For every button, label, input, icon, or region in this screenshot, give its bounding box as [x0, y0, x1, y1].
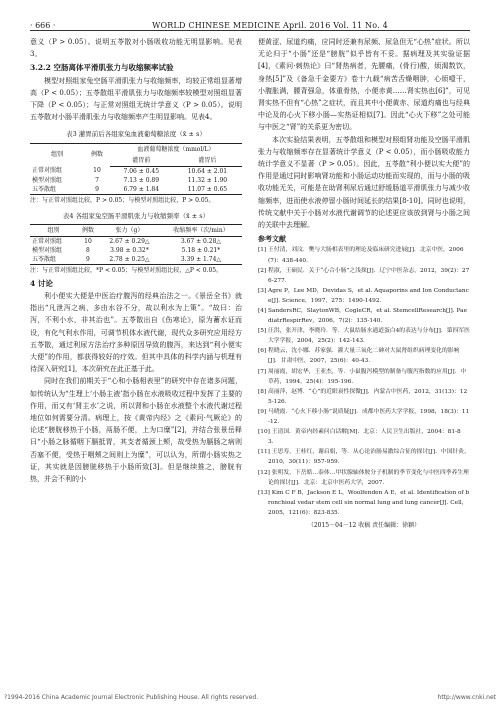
table-cell: 10: [93, 167, 101, 175]
paragraph: 利小便实大便是中医治疗腹泻的经典治法之一。《景岳全书》就指出“凡泄泻之病，多由水谷不分，故以利水为上策”。“故曰：治泻，不利小水，非其治也”。五苓散出自《伤寒论》，原为蓄水证而设，有化气利水作用，可调节机体水液代谢，现代众多研究应用经方五苓散，通过利尿方法治疗多种原因导致的腹泻，来达到“利小便实大便”的作用，都获得较好的疗效。但其中具体的科学内涵与机理有待深入研究[1]，本次研究在此正基于此。: [30, 292, 242, 374]
copyright-notice: ?1994-2016 China Academic Journal Electronic Publishing House. All rights reserved.: [4, 694, 259, 701]
table-header: 收缩频率（次/min）: [160, 224, 242, 236]
table-cell: 正常对照组: [32, 237, 63, 245]
table-header: 灌胃前: [110, 155, 173, 167]
paragraph: 同时在我们前期关于“心和小肠相表里”的研究中存在诸多问题，如传统认为“生理上‘小肠主液’指小肠在水液吸收过程中发挥了主要的作用，而又有‘肾主水’之说，所以肾和小肠在水液整个水液代谢过程地位如何需要分清。病理上，按《黄帝内经》之《素问·气厥论》的论述“膀胱移热于小肠，鬲肠不便，上为口糜”[2]，并结合张景岳释曰“小肠之脉循咽下膈抵胃，其支者循颈上颊，故受热为膈肠之病则否塞不便，受热于咽颊之间则上为糜”，可以认为，所谓小肠实热之证，其实就是因膀胱移热于小肠所致[3]。但是继续推之，膀胱有热，并会不利的小: [30, 377, 242, 484]
paragraph: 本次实验结果表明，五苓散组和模型对照组肾功能及空肠平滑肌张力与收缩频率存在显著统计学意义（P < 0.05），而小肠吸收能力统计学意义不显著（P > 0.05）。因此，五苓散“利小便以实大便”的作用是通过同时影响肾功能和小肠运动功能而实现的，而与小肠的吸收功能无关，可能是在助肾利尿后通过舒缓肠道平滑肌张力与减少收缩频率，进而使水液停留小肠时间延长的结果[8-10]。同时也说明，传统文献中关于小肠对水液代谢调节的论述更应该放到肾与小肠之间的关联中去理解。: [258, 135, 470, 230]
table-row: [30, 236, 242, 246]
right-column: [258, 36, 470, 532]
reference-item: [4] SandersRC，SlaytonWB，CogleCR，et al. StemcellResearch[J]. PaediatrRespirRev，2006，7(2)：135-140．: [258, 308, 468, 325]
section-heading: 4 讨论: [30, 278, 53, 288]
reference-item: [10] 王清国．黄帝内经素问白话解[M]．北京：人民卫生出版社，2004：81-83．: [258, 429, 461, 446]
paragraph: 模型对照组家兔空肠平滑肌张力与收缩频率，均较正常组显著增高（P < 0.05）；五苓散组平滑肌张力与收缩频率较模型对照组显著下降（P < 0.05）；与正常对照组无统计学意义（P > 0.05）。说明五苓散对小肠平滑肌张力与收缩频率产生明显影响。见表4。: [30, 76, 242, 122]
table-cell: 2.67 ± 0.29△: [109, 237, 150, 245]
table-cell: 模型对照组: [32, 246, 63, 254]
table-cell: 10: [84, 237, 92, 245]
reference-item: [3] Agre P，Lee MD，Devidas S，et al. Aquaporins and Ion Conductance[J]. Science，1997，275：1490-1492．: [258, 287, 469, 304]
copyright-footer: [0, 694, 500, 701]
table-cell: 2.78 ± 0.25△: [99, 255, 160, 265]
table-header: 例数: [84, 143, 110, 166]
table-cell: 3.39 ± 1.74△: [160, 255, 242, 265]
reference-item: [12] 张明发，下岳皓…泰体…甲状腺轴体胺分子机制的季节变化与中医四季养生理论的探讨[J]．北京：北京中医药大学，2007．: [258, 469, 469, 486]
paragraph: 便黄涩、尿道灼痛，应同时还兼有尿频、尿急但无“心热”症状。所以无论归于“小肠”还是“膀胱”似乎皆有不妥。据病理及其实验证据[4]，《素问·刺热论》曰“肾热病者，先腰痛，(骨行)酸，烦渴数饮，身热[5]”及《备急千金要方》卷十九载“病苦舌燥咽肿，心烦噎干，小腹胀满，腰背强急，体重骨热，小便赤黄……肾实热也[6]”，可见肾实热不但有“心热”之症状，而且其中小便黄赤、尿道灼痛也与经典中论及的心火下移小肠—实热证相似[7]。因此“心火下移”之处可能与中医之“肾”的关系更为密切。: [258, 38, 470, 132]
table-header: 灌胃后: [173, 155, 242, 167]
reference-list: [258, 245, 470, 518]
paragraph: 意义（P > 0.05）。说明五苓散对小肠吸收功能无明显影响。见表3。: [30, 38, 242, 59]
table-header: 血液葡萄糖浓度（mmol/L）: [110, 143, 242, 155]
footer-url[interactable]: http://www.cnki.net: [437, 694, 496, 701]
table-cell: 模型对照组: [32, 176, 63, 184]
table-cell: 5.18 ± 0.21*: [181, 246, 221, 254]
table-cell: 11.07 ± 0.65: [173, 185, 242, 195]
table-cell: 7.13 ± 0.89: [123, 176, 160, 184]
table-cell: 3.98 ± 0.32*: [110, 246, 149, 254]
table-cell: 9: [77, 255, 99, 265]
table-row: [30, 185, 242, 195]
table-row: [30, 166, 242, 176]
table-cell: 11.32 ± 1.90: [187, 176, 228, 184]
table-note: 注：与正常对照组比较，P > 0.05；与模型对照组比较，P > 0.05。: [30, 196, 215, 204]
table-row: [30, 255, 242, 265]
table-4: [30, 224, 242, 265]
section-heading: 3.2.2 空肠离体平滑肌张力与收缩频率试验: [30, 63, 174, 73]
table-cell: 6.79 ± 1.84: [110, 185, 173, 195]
table-cell: 10.64 ± 2.01: [187, 167, 228, 175]
table-cell: 五苓散组: [30, 255, 77, 265]
table-cell: 五苓散组: [30, 185, 84, 195]
table-header: 张力（g）: [99, 224, 160, 236]
reference-item: [2] 程淑，王硕民．关于“心合小肠”之浅探[J]．辽宁中医杂志，2012，39(2)：276-277．: [258, 267, 470, 284]
reference-item: [7] 周丽霞，胡宏华，王亚杰，等．小鼠腹泻模型的制备与腹泻指数的应用[J]．中草药，1994，25(4)：195-196．: [258, 368, 467, 385]
running-header: [30, 16, 470, 31]
table-cell: 正常对照组: [32, 167, 63, 175]
table-cell: 7.06 ± 0.45: [123, 167, 160, 175]
reference-item: [8] 高丽萍，赵博．“心”的近眼衰性探微[J]．内蒙古中医药，2012，31(13)：125-126．: [258, 388, 468, 405]
left-column: [30, 36, 242, 485]
table-note: 注：与正常对照组比较，*P < 0.05；与模型对照组比较，△P < 0.05。: [30, 266, 223, 274]
page-number: · 666 ·: [30, 21, 56, 30]
received-date: （2015－04－12 收稿 责任编辑：徐颖）: [307, 521, 421, 529]
reference-item: [1] 王付清，刘汶．樊与大肠相表里的理论及临床研究进展[J]．北京中医，2006(7)：438-440．: [258, 247, 464, 264]
journal-title: WORLD CHINESE MEDICINE April. 2016 Vol. 11 No. 4: [152, 21, 388, 30]
references-heading: 参考文献: [258, 234, 286, 244]
table-header: 组别: [30, 143, 84, 166]
table-3: [30, 143, 242, 195]
reference-item: [5] 汪洪，张开津，李晓玲．等．大鼠结肠水通道蛋白4的表达与分布[J]．第四军医大学学报，2004，25(2)：142-143．: [258, 328, 470, 345]
table-row: [30, 176, 242, 185]
table-cell: 8: [86, 246, 90, 254]
table-header: 例数: [77, 224, 99, 236]
table-cell: 3.67 ± 0.28△: [180, 237, 222, 245]
table-cell: 9: [84, 185, 110, 195]
table-caption: 表4 各组家兔空肠平滑肌张力与收缩频率（x̄ ± s）: [62, 211, 210, 220]
table-cell: 7: [95, 176, 99, 184]
reference-item: [11] 王思寿，王桂红，谢启娟，等．从心论治肠易激综合征的探讨[J]．中国针灸，2010，30(11)：957-959．: [258, 449, 470, 466]
reference-item: [6] 程晓云，沈小娜．苏家强．灌大量三氧化二砷对大鼠肾组织病理变化的影响[J]．甘肃中医，2007，25(6)：40-43．: [258, 348, 460, 365]
table-caption: 表3 灌胃前后各组家兔血液葡萄糖浓度（x̄ ± s）: [66, 130, 206, 139]
table-header: 组别: [30, 224, 77, 236]
reference-item: [13] Kim C F B，Jackson E L，Woolfenden A E，et al. Identification of bronchioal vedar stem cell sin normal lung and lung cancer[J]. Cell，2005，121(6)：823-835．: [258, 489, 470, 516]
table-row: [30, 246, 242, 255]
reference-item: [9] 马晓霞．“心火下移小肠”说质疑[J]．成都中医药大学学报，1998，18(3)：11-12．: [258, 408, 470, 426]
